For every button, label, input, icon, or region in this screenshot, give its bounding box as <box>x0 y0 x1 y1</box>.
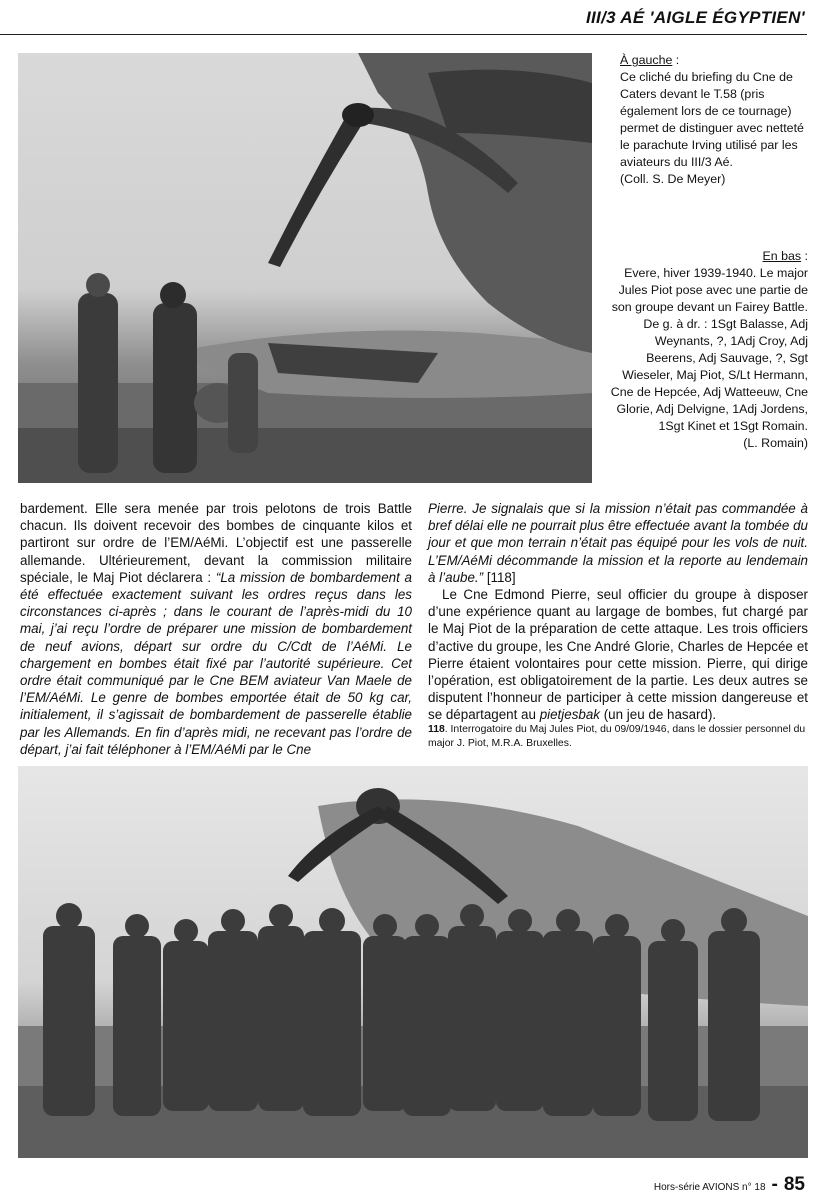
body-column-right <box>428 500 808 724</box>
footer-magazine: Hors-série AVIONS n° 18 <box>653 1182 766 1193</box>
body-right-text-end: (un jeu de hasard). <box>600 707 717 723</box>
photo-group-portrait <box>18 766 808 1158</box>
body-right-paragraph-2 <box>428 586 808 724</box>
caption-left-credit: (Coll. S. De Meyer) <box>620 172 726 186</box>
photo-group-illustration <box>18 766 808 1158</box>
caption-left-text: Ce cliché du briefing du Cne de Caters devant le T.58 (pris également lors de ce tournage) permet de distinguer avec netteté le parachute Irving utilisé par les aviateurs du III/3 Aé. <box>620 70 804 169</box>
footnote-text: . Interrogatoire du Maj Jules Piot, du 09/09/1946, dans le dossier personnel du major J. Piot, M.R.A. Bruxelles. <box>428 724 806 749</box>
header-divider <box>0 34 807 35</box>
caption-right-text: Evere, hiver 1939-1940. Le major Jules Piot pose avec une partie de son groupe devant un Fairey Battle. De g. à dr. : 1Sgt Balasse, Adj Weynants, ?, 1Adj Croy, Adj Beerens, Adj Sauvage, ?, Sgt Wieseler, Maj Piot, S/Lt Hermann, Cne de Hepcée, Adj Watteeuw, Cne Glorie, Adj Delvigne, 1Adj Jordens, 1Sgt Kinet et 1Sgt Romain. <box>610 266 808 433</box>
caption-right-sep: : <box>801 249 808 263</box>
body-left-paragraph <box>20 500 412 758</box>
body-left-text: bardement. Elle sera menée par trois pelotons de trois Battle chacun. Ils doivent recevoir des bombes de cinquante kilos et partiront sur ordre de l’EM/AéMi. L’objectif est une passerelle allemande. Ultérieurement, devant la commission militaire spéciale, le Maj Piot déclarera : <box>20 501 412 585</box>
photo-briefing-illustration <box>18 53 592 483</box>
body-right-italic-term: pietjesbak <box>539 707 600 723</box>
footnote-number: 118 <box>428 724 445 735</box>
page-footer <box>654 1174 805 1196</box>
caption-right <box>606 248 808 452</box>
footer-separator: - <box>771 1174 778 1195</box>
body-right-quote: Pierre. Je signalais que si la mission n’était pas commandée à bref délai elle ne pourrait plus être effectuée avant la tombée du jour et que mon terrain n’était pas équipé pour les vols de nuit. L’EM/AéMi décommande la mission et la reporte au lendemain à l’aube.” <box>428 501 808 585</box>
caption-left <box>620 52 810 188</box>
body-column-left <box>20 500 412 758</box>
page-header-title: III/3 AÉ 'AIGLE ÉGYPTIEN' <box>586 8 805 27</box>
caption-left-sep: : <box>672 53 680 67</box>
footnote <box>428 723 808 750</box>
body-right-paragraph-1 <box>428 500 808 586</box>
body-right-text: Le Cne Edmond Pierre, seul officier du groupe à disposer d’une expérience quant au largage de bombes, fut chargé par le Maj Piot de la préparation de cette attaque. Les trois officiers d’active du groupe, les Cne André Glorie, Charles de Hepcée et Pierre étaient volontaires pour cette mission. Pierre, qui dirige l’opération, est obligatoirement de la partie. Les deux autres se disputent l’honneur de participer à cette mission dangereuse et se départagent au <box>428 587 808 723</box>
caption-right-credit: (L. Romain) <box>743 436 808 450</box>
caption-right-heading: En bas <box>762 249 802 263</box>
footnote-ref: [118] <box>483 569 516 585</box>
caption-left-heading: À gauche <box>620 53 673 67</box>
body-left-quote: “La mission de bombardement a été effectuée exactement suivant les ordres reçus dans les circonstances ci-après ; dans le courant de l’après-midi du 10 mai, j’ai reçu l’ordre de préparer une mission de bombardement de neuf avions, départ sur ordre du C/Cdt de l’AéMi. Le chargement en bombes était fixé par l’autorité supérieure. Cet ordre était communiqué par le Cne BEM aviateur Van Maele de l’EM/AéMi. Le genre de bombes emportée était de 50 kg car, initialement, il s’agissait de bombardement de passerelle établie par les Allemands. En fin d’après midi, ne recevant pas l’ordre de départ, j’ai fait téléphoner à l’EM/AéMi par le Cne <box>20 569 412 757</box>
photo-briefing <box>18 53 592 483</box>
page-number: 85 <box>783 1174 805 1195</box>
